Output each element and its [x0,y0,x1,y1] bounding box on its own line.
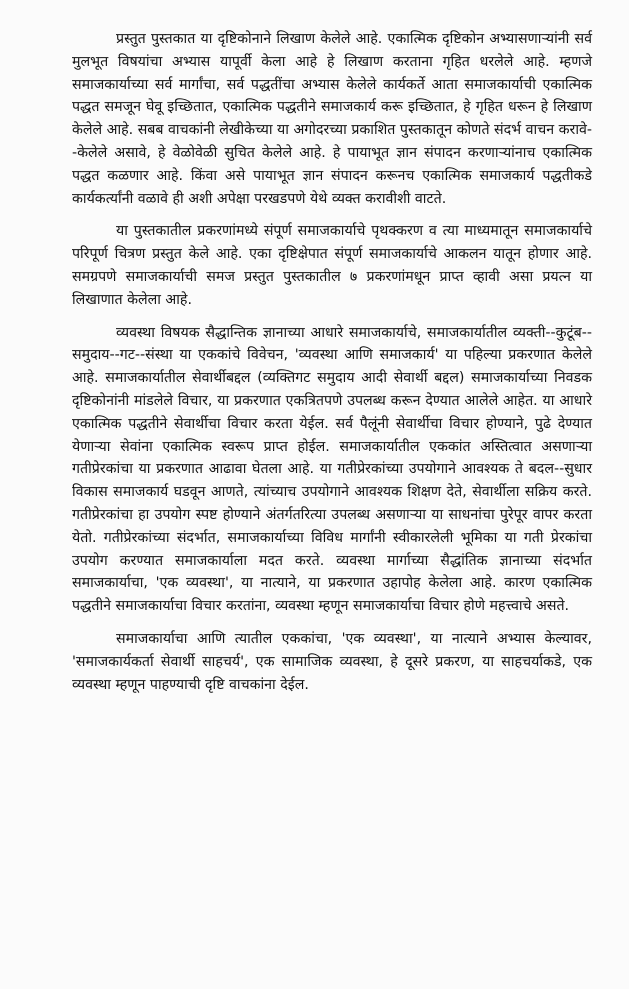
page-body-text [72,28,592,696]
paragraph-4: समाजकार्याचा आणि त्यातील एककांचा, 'एक व्यवस्था', या नात्याने अभ्यास केल्यावर, 'समाजकार्यकर्ता सेवार्थी साहचर्य', एक सामाजिक व्यवस्था, हे दूसरे प्रकरण, या साहचर्याकडे, एक व्यवस्था म्हणून पाहण्याची दृष्टि वाचकांना देईल. [72,630,592,693]
paragraph-3: व्यवस्था विषयक सैद्धान्तिक ज्ञानाच्या आधारे समाजकार्याचे, समाजकार्यातील व्यक्ती--कुटूंब--समुदाय--गट--संस्था या एककांचे विवेचन, 'व्यवस्था आणि समाजकार्य' या पहिल्या प्रकरणात केलेले आहे. समाजकार्यातील सेवार्थीबद्दल (व्यक्तिगट समुदाय आदी सेवार्थी बद्दल) समाजकार्याच्या निवडक दृष्टिकोनांनी मांडलेले विचार, या प्रकरणात एकत्रितपणे उपलब्ध करून देण्यात आलेले आहेत. या आधारे एकात्मिक पद्धतीने सेवार्थीचा विचार करता येईल. सर्व पैलूंनी सेवार्थीचा विचार होण्याने, पुढे देण्यात येणाऱ्या सेवांना एकात्मिक स्वरूप प्राप्त होईल. समाजकार्यातील एककांत अस्तित्वात असणाऱ्या गतीप्रेरकांचा या प्रकरणात आढावा घेतला आहे. या गतीप्रेरकांच्या उपयोगाने आवश्यक ते बदल--सुधार विकास समाजकार्य घडवून आणते, त्यांच्याच उपयोगाने आवश्यक शिक्षण देते, सेवार्थीला सक्रिय करते. गतीप्रेरकांचा हा उपयोग स्पष्ट होण्याने अंतर्गतरित्या उपलब्ध असणाऱ्या या साधनांचा पुरेपूर वापर करता येतो. गतीप्रेरकांच्या संदर्भात, समाजकार्याच्या विविध मार्गांनी स्वीकारलेली भूमिका या गती प्रेरकांचा उपयोग करण्यात समाजकार्याला मदत करते. व्यवस्था मार्गाच्या सैद्धांतिक ज्ञानाच्या संदर्भात समाजकार्याचा, 'एक व्यवस्था', या नात्याने, या प्रकरणात उहापोह केलेला आहे. कारण एकात्मिक पद्धतीने समाजकार्याचा विचार करतांना, व्यवस्था म्हणून समाजकार्याचा विचार होणे महत्त्वाचे असते. [72,324,592,615]
paragraph-2: या पुस्तकातील प्रकरणांमध्ये संपूर्ण समाजकार्याचे पृथक्करण व त्या माध्यमातून समाजकार्याचे परिपूर्ण चित्रण प्रस्तुत केले आहे. एका दृष्टिक्षेपात संपूर्ण समाजकार्याचे आकलन यातून होणार आहे. समग्रपणे समाजकार्याची समज प्रस्तुत पुस्तकातील ७ प्रकरणांमधून प्राप्त व्हावी असा प्रयत्न या लिखाणात केलेला आहे. [72,223,592,308]
paragraph-1: प्रस्तुत पुस्तकात या दृष्टिकोनाने लिखाण केलेले आहे. एकात्मिक दृष्टिकोन अभ्यासणाऱ्यांनी सर्व मुलभूत विषयांचा अभ्यास यापूर्वी केला आहे हे लिखाण करताना गृहित धरलेले आहे. म्हणजे समाजकार्याच्या सर्व मार्गांचा, सर्व पद्धतींचा अभ्यास केलेले कार्यकर्ते आता समाजकार्याची एकात्मिक पद्धत समजून घेवू इच्छितात, एकात्मिक पद्धतीने समाजकार्य करू इच्छितात, हे गृहित धरून हे लिखाण केलेले आहे. सबब वाचकांनी लेखीकेच्या या अगोदरच्या प्रकाशित पुस्तकातून कोणते संदर्भ वाचन करावे--केलेले असावे, हे वेळोवेळी सुचित केलेले आहे. हे पायाभूत ज्ञान संपादन करणाऱ्यांनाच एकात्मिक पद्धत कळणार आहे. किंवा असे पायाभूत ज्ञान संपादन करूनच एकात्मिक समाजकार्य पद्धतीकडे कार्यकर्त्यांनी वळावे ही अशी अपेक्षा परखडपणे येथे व्यक्त करावीशी वाटते. [72,31,592,207]
